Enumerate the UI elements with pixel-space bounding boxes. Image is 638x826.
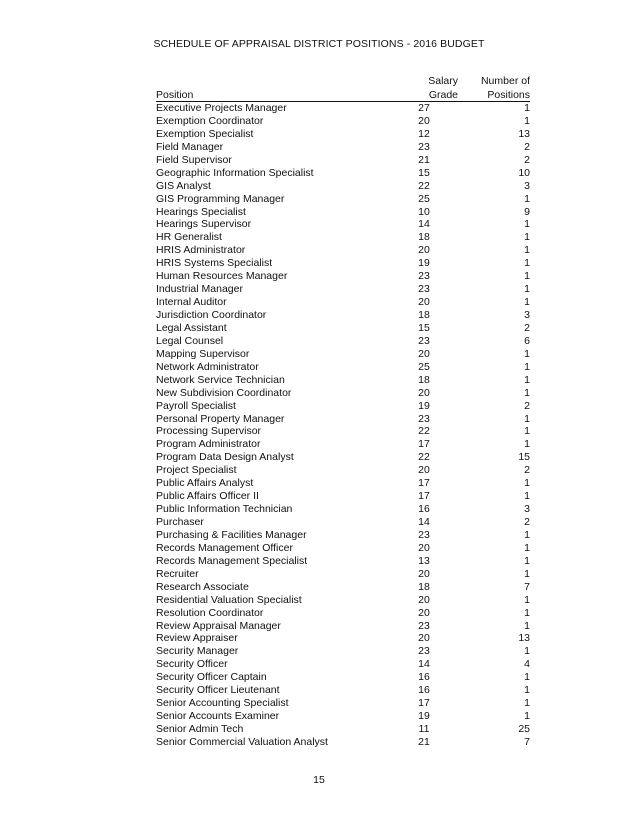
table-row [156, 374, 530, 387]
salary-grade: 23 [418, 140, 430, 153]
position-count: 1 [524, 697, 530, 710]
table-row [156, 645, 530, 658]
table-row [156, 581, 530, 594]
salary-grade: 12 [418, 127, 430, 140]
position-count: 1 [524, 114, 530, 127]
position-name: Field Manager [156, 140, 224, 153]
position-count: 1 [524, 386, 530, 399]
position-count: 3 [524, 179, 530, 192]
table-row [156, 555, 530, 568]
position-count: 1 [524, 541, 530, 554]
salary-grade: 15 [418, 321, 430, 334]
table-row [156, 438, 530, 451]
position-count: 1 [524, 671, 530, 684]
table-row [156, 620, 530, 633]
position-count: 4 [524, 658, 530, 671]
table-row [156, 607, 530, 620]
position-name: GIS Analyst [156, 179, 211, 192]
table-row [156, 671, 530, 684]
position-count: 1 [524, 218, 530, 231]
position-count: 1 [524, 438, 530, 451]
column-header-salary-grade [388, 74, 458, 102]
position-name: New Subdivision Coordinator [156, 386, 292, 399]
position-name: Purchaser [156, 516, 204, 528]
salary-grade: 25 [418, 360, 430, 373]
salary-grade: 10 [418, 205, 430, 218]
position-name: Security Officer Lieutenant [156, 684, 280, 697]
position-count: 15 [518, 451, 530, 464]
table-row [156, 568, 530, 581]
position-count: 13 [518, 632, 530, 645]
table-row [156, 361, 530, 374]
salary-grade: 19 [418, 257, 430, 270]
table-row [156, 296, 530, 309]
position-name: Research Associate [156, 580, 249, 593]
position-count: 1 [524, 710, 530, 723]
position-count: 3 [524, 503, 530, 516]
position-count: 2 [524, 153, 530, 166]
position-count: 1 [524, 606, 530, 619]
position-count: 25 [518, 723, 530, 735]
position-name: Purchasing & Facilities Manager [156, 528, 307, 541]
position-count: 2 [524, 516, 530, 528]
position-name: Public Affairs Analyst [156, 477, 254, 490]
position-name: HRIS Systems Specialist [156, 257, 273, 270]
salary-grade: 20 [418, 593, 430, 606]
column-header-number-line2: Positions [487, 89, 530, 101]
table-row [156, 231, 530, 244]
table-row [156, 632, 530, 645]
position-name: Processing Supervisor [156, 425, 262, 438]
position-name: Security Officer Captain [156, 671, 267, 684]
position-count: 1 [524, 360, 530, 373]
table-row [156, 348, 530, 361]
salary-grade: 18 [418, 373, 430, 386]
salary-grade: 17 [418, 438, 430, 451]
table-row [156, 154, 530, 167]
table-row [156, 503, 530, 516]
position-name: Program Administrator [156, 438, 261, 451]
position-name: Hearings Supervisor [156, 218, 252, 231]
table-row [156, 141, 530, 154]
table-row [156, 387, 530, 400]
position-count: 9 [524, 205, 530, 218]
salary-grade: 20 [418, 606, 430, 619]
salary-grade: 20 [418, 567, 430, 580]
position-name: Legal Assistant [156, 321, 227, 334]
position-count: 1 [524, 567, 530, 580]
table-row [156, 594, 530, 607]
salary-grade: 14 [418, 516, 430, 528]
position-count: 1 [524, 554, 530, 567]
position-count: 1 [524, 257, 530, 270]
salary-grade: 22 [418, 451, 430, 464]
table-row [156, 180, 530, 193]
position-name: Recruiter [156, 567, 199, 580]
table-row [156, 128, 530, 141]
position-name: Review Appraisal Manager [156, 619, 281, 632]
salary-grade: 23 [418, 619, 430, 632]
position-name: Review Appraiser [156, 632, 238, 645]
salary-grade: 18 [418, 309, 430, 321]
table-row [156, 218, 530, 231]
salary-grade: 16 [418, 503, 430, 516]
position-count: 10 [518, 166, 530, 179]
salary-grade: 23 [418, 334, 430, 347]
table-row [156, 115, 530, 128]
table-row [156, 244, 530, 257]
salary-grade: 17 [418, 490, 430, 503]
position-name: Network Administrator [156, 360, 259, 373]
position-name: Public Information Technician [156, 503, 293, 516]
position-name: Senior Accounting Specialist [156, 697, 289, 710]
table-row [156, 529, 530, 542]
position-count: 1 [524, 102, 530, 114]
salary-grade: 20 [418, 632, 430, 645]
salary-grade: 16 [418, 671, 430, 684]
position-count: 7 [524, 735, 530, 748]
page-title: SCHEDULE OF APPRAISAL DISTRICT POSITIONS - 2016 BUDGET [153, 38, 485, 50]
position-name: Mapping Supervisor [156, 347, 250, 360]
table-row [156, 697, 530, 710]
position-name: Records Management Officer [156, 541, 293, 554]
table-row [156, 167, 530, 180]
position-count: 1 [524, 490, 530, 503]
table-row [156, 102, 530, 115]
salary-grade: 23 [418, 528, 430, 541]
position-count: 1 [524, 619, 530, 632]
position-name: Exemption Coordinator [156, 114, 264, 127]
position-name: Network Service Technician [156, 373, 285, 386]
position-count: 1 [524, 645, 530, 658]
position-name: Public Affairs Officer II [156, 490, 259, 503]
position-count: 1 [524, 412, 530, 425]
salary-grade: 20 [418, 541, 430, 554]
position-count: 1 [524, 347, 530, 360]
position-count: 2 [524, 321, 530, 334]
position-count: 2 [524, 399, 530, 412]
table-row [156, 283, 530, 296]
table-row [156, 193, 530, 206]
column-header-salary-grade-line1: Salary [428, 75, 458, 87]
column-header-salary-grade-line2: Grade [428, 89, 458, 101]
column-header-position: Position [156, 89, 194, 101]
position-name: Residential Valuation Specialist [156, 593, 302, 606]
table-row [156, 723, 530, 736]
salary-grade: 21 [418, 735, 430, 748]
position-count: 1 [524, 477, 530, 490]
salary-grade: 20 [418, 244, 430, 257]
salary-grade: 11 [418, 723, 430, 735]
salary-grade: 23 [418, 283, 430, 296]
salary-grade: 22 [418, 425, 430, 438]
salary-grade: 23 [418, 270, 430, 283]
table-header [156, 74, 530, 102]
position-count: 3 [524, 309, 530, 321]
column-header-number-of-positions [481, 74, 530, 102]
salary-grade: 22 [418, 179, 430, 192]
position-name: Senior Accounts Examiner [156, 710, 280, 723]
table-row [156, 464, 530, 477]
position-count: 6 [524, 334, 530, 347]
table-row [156, 542, 530, 555]
position-name: Program Data Design Analyst [156, 451, 294, 464]
position-name: Executive Projects Manager [156, 102, 287, 114]
position-name: Exemption Specialist [156, 127, 254, 140]
table-row [156, 335, 530, 348]
page-number: 15 [313, 774, 325, 786]
position-count: 1 [524, 373, 530, 386]
salary-grade: 20 [418, 347, 430, 360]
position-count: 1 [524, 593, 530, 606]
table-row [156, 710, 530, 723]
position-name: Security Officer [156, 658, 228, 671]
position-count: 1 [524, 684, 530, 697]
table-row [156, 309, 530, 322]
salary-grade: 15 [418, 166, 430, 179]
position-name: Legal Counsel [156, 334, 224, 347]
salary-grade: 17 [418, 697, 430, 710]
salary-grade: 19 [418, 710, 430, 723]
salary-grade: 17 [418, 477, 430, 490]
table-row [156, 658, 530, 671]
salary-grade: 23 [418, 412, 430, 425]
salary-grade: 20 [418, 296, 430, 309]
table-row [156, 206, 530, 219]
table-row [156, 270, 530, 283]
position-name: Project Specialist [156, 464, 237, 477]
position-name: Security Manager [156, 645, 239, 658]
salary-grade: 25 [418, 192, 430, 205]
position-name: Payroll Specialist [156, 399, 236, 412]
position-count: 1 [524, 231, 530, 244]
position-name: Hearings Specialist [156, 205, 246, 218]
salary-grade: 19 [418, 399, 430, 412]
table-row [156, 736, 530, 749]
column-header-number-line1: Number of [480, 75, 530, 87]
table-row [156, 400, 530, 413]
position-count: 1 [524, 270, 530, 283]
salary-grade: 21 [418, 153, 430, 166]
table-row [156, 322, 530, 335]
position-count: 1 [524, 283, 530, 296]
salary-grade: 18 [418, 580, 430, 593]
salary-grade: 23 [418, 645, 430, 658]
salary-grade: 14 [418, 658, 430, 671]
position-name: Records Management Specialist [156, 554, 308, 567]
position-count: 1 [524, 296, 530, 309]
position-name: Personal Property Manager [156, 412, 285, 425]
position-name: GIS Programming Manager [156, 192, 285, 205]
position-name: Geographic Information Specialist [156, 166, 314, 179]
table-row [156, 413, 530, 426]
position-count: 2 [524, 140, 530, 153]
position-count: 1 [524, 425, 530, 438]
position-count: 2 [524, 464, 530, 477]
position-name: HRIS Administrator [156, 244, 246, 257]
table-row [156, 684, 530, 697]
salary-grade: 27 [418, 102, 430, 114]
position-count: 13 [518, 127, 530, 140]
salary-grade: 16 [418, 684, 430, 697]
position-count: 1 [524, 528, 530, 541]
salary-grade: 20 [418, 114, 430, 127]
position-count: 7 [524, 580, 530, 593]
position-name: HR Generalist [156, 231, 222, 244]
salary-grade: 14 [418, 218, 430, 231]
position-name: Jurisdiction Coordinator [156, 309, 267, 321]
positions-table [156, 102, 530, 749]
table-row [156, 490, 530, 503]
table-row [156, 451, 530, 464]
position-name: Field Supervisor [156, 153, 232, 166]
table-row [156, 477, 530, 490]
position-name: Human Resources Manager [156, 270, 288, 283]
position-count: 1 [524, 244, 530, 257]
position-name: Industrial Manager [156, 283, 243, 296]
position-name: Resolution Coordinator [156, 606, 264, 619]
table-row [156, 425, 530, 438]
salary-grade: 18 [418, 231, 430, 244]
table-row [156, 257, 530, 270]
position-count: 1 [524, 192, 530, 205]
salary-grade: 20 [418, 386, 430, 399]
position-name: Internal Auditor [156, 296, 227, 309]
position-name: Senior Commercial Valuation Analyst [156, 735, 328, 748]
table-row [156, 516, 530, 529]
position-name: Senior Admin Tech [156, 723, 244, 735]
salary-grade: 13 [418, 554, 430, 567]
salary-grade: 20 [418, 464, 430, 477]
